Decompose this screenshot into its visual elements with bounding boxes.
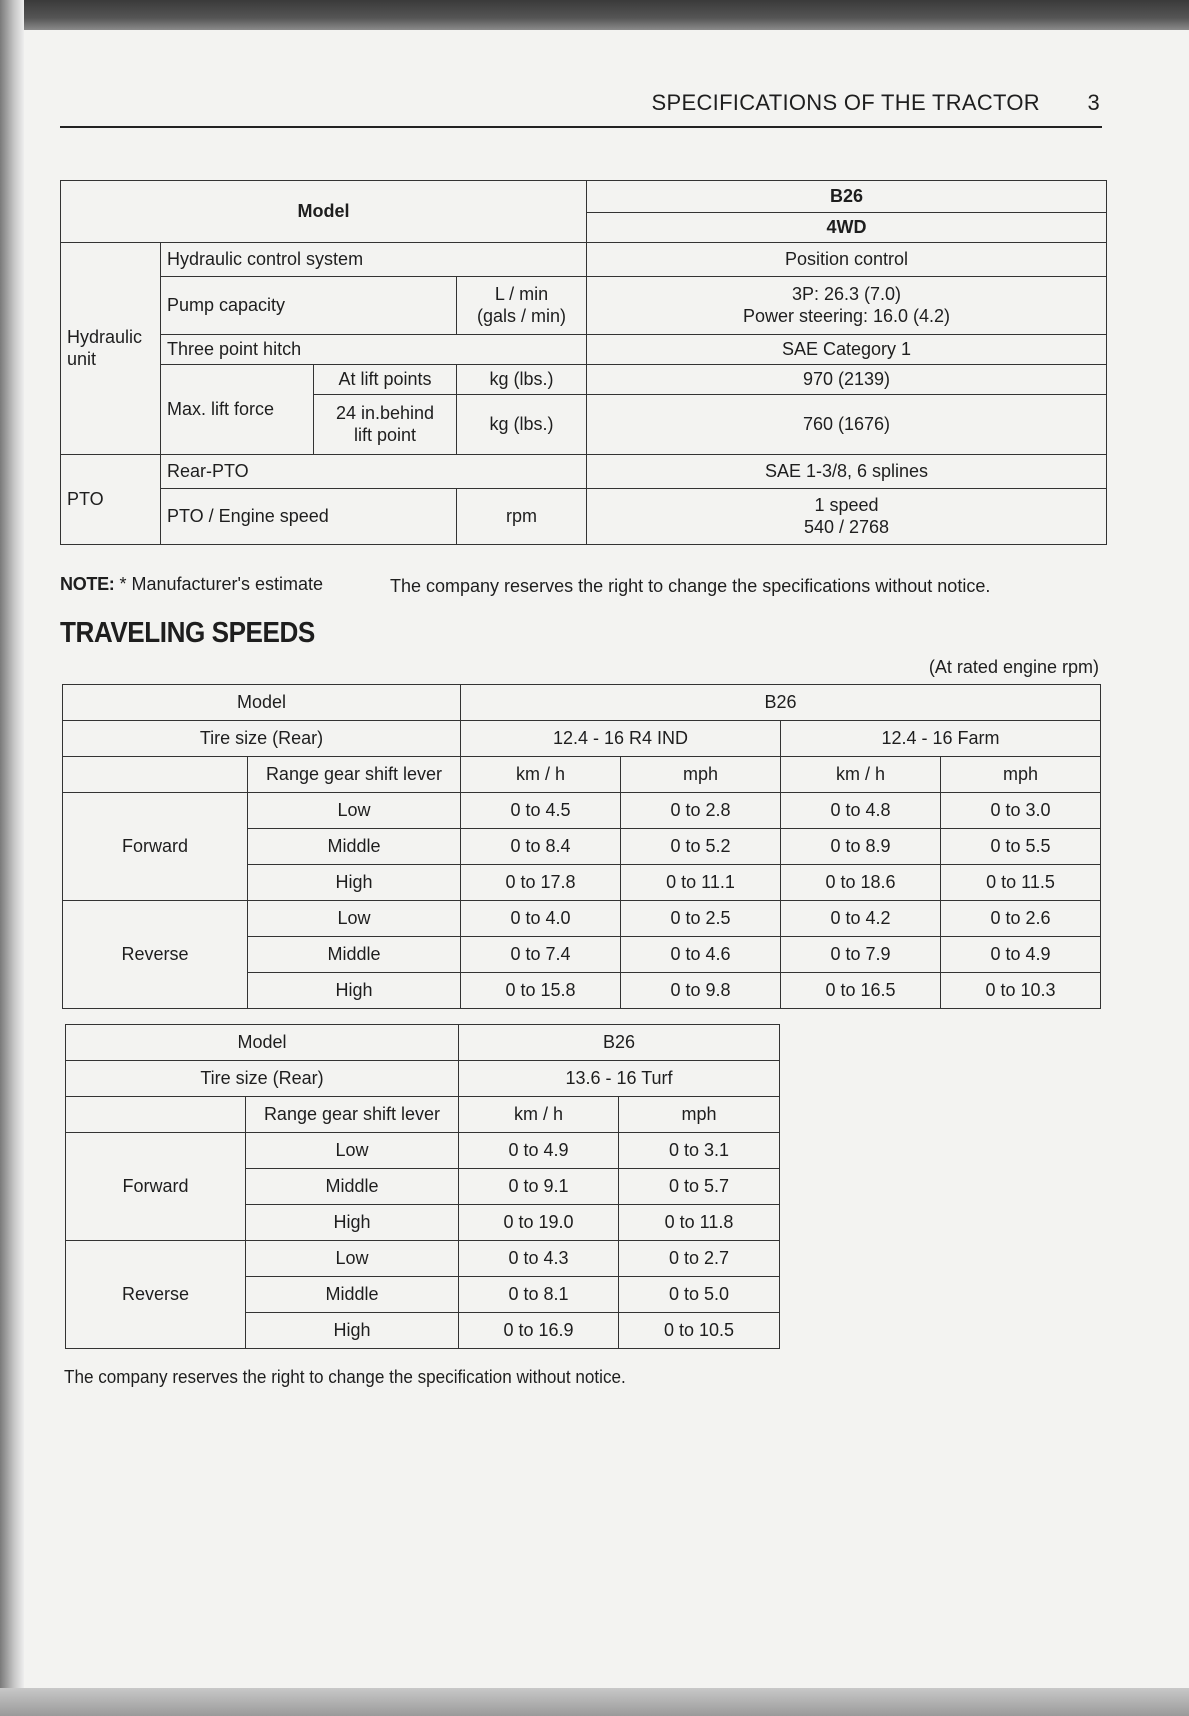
- at-lift-points-unit: kg (lbs.): [457, 365, 587, 395]
- gear-cell: High: [248, 973, 461, 1009]
- model-header-cell: Model: [61, 181, 587, 243]
- unit-header: mph: [619, 1097, 780, 1133]
- gear-cell: Low: [246, 1133, 459, 1169]
- model-value-cell: B26: [587, 181, 1107, 213]
- at-lift-points-label: At lift points: [314, 365, 457, 395]
- reverse-label: Reverse: [66, 1241, 246, 1349]
- note-label: NOTE:: [60, 574, 115, 594]
- value-line: 540 / 2768: [803, 516, 890, 537]
- tire-size-label: Tire size (Rear): [66, 1061, 459, 1097]
- table-row: [63, 901, 1101, 937]
- scan-bottom-edge: [0, 1688, 1189, 1716]
- note-text: * Manufacturer's estimate: [114, 574, 324, 594]
- speed-cell: 0 to 19.0: [459, 1205, 619, 1241]
- scan-binding-shadow: [0, 0, 24, 1716]
- at-lift-points-value: 970 (2139): [587, 365, 1107, 395]
- speed-cell: 0 to 2.8: [621, 793, 781, 829]
- specification-table: [60, 180, 1107, 545]
- unit-header: km / h: [461, 757, 621, 793]
- pump-capacity-value: [587, 277, 1107, 335]
- value-line: 3P: 26.3 (7.0): [791, 283, 902, 304]
- pump-capacity-unit: [457, 277, 587, 335]
- table-row: [63, 793, 1101, 829]
- page-title: SPECIFICATIONS OF THE TRACTOR: [651, 90, 1040, 115]
- speed-cell: 0 to 4.3: [459, 1241, 619, 1277]
- speed-cell: 0 to 11.5: [941, 865, 1101, 901]
- speed-cell: 0 to 5.2: [621, 829, 781, 865]
- range-gear-label: Range gear shift lever: [248, 757, 461, 793]
- table-row: [63, 685, 1101, 721]
- unit-header: km / h: [781, 757, 941, 793]
- speed-cell: 0 to 11.1: [621, 865, 781, 901]
- speed-cell: 0 to 7.4: [461, 937, 621, 973]
- gear-cell: Middle: [248, 829, 461, 865]
- reverse-label: Reverse: [63, 901, 248, 1009]
- tire-size-value: 12.4 - 16 Farm: [781, 721, 1101, 757]
- table-row: [63, 721, 1101, 757]
- table-row: [66, 1097, 780, 1133]
- speed-cell: 0 to 17.8: [461, 865, 621, 901]
- speed-cell: 0 to 7.9: [781, 937, 941, 973]
- drive-value-cell: 4WD: [587, 213, 1107, 243]
- gear-cell: High: [246, 1205, 459, 1241]
- empty-cell: [63, 757, 248, 793]
- unit-line: (gals / min): [476, 305, 566, 326]
- table-row: [61, 277, 1107, 335]
- table-row: [61, 243, 1107, 277]
- table-row: [66, 1061, 780, 1097]
- speed-cell: 0 to 4.9: [941, 937, 1101, 973]
- table-row: [61, 455, 1107, 489]
- speed-cell: 0 to 4.2: [781, 901, 941, 937]
- speed-cell: 0 to 4.8: [781, 793, 941, 829]
- pump-capacity-label: Pump capacity: [161, 277, 457, 335]
- header-rule: [60, 126, 1102, 128]
- tire-size-value: 13.6 - 16 Turf: [459, 1061, 780, 1097]
- tire-size-label: Tire size (Rear): [63, 721, 461, 757]
- table-row: [61, 181, 1107, 213]
- rated-rpm-note: (At rated engine rpm): [928, 657, 1099, 677]
- value-line: 1 speed: [814, 494, 879, 515]
- table-row: [61, 365, 1107, 395]
- pto-cell: PTO: [61, 455, 161, 545]
- hydraulic-control-label: Hydraulic control system: [161, 243, 587, 277]
- table-row: [63, 757, 1101, 793]
- gear-cell: Middle: [248, 937, 461, 973]
- speed-cell: 0 to 4.9: [459, 1133, 619, 1169]
- max-lift-force-label: Max. lift force: [161, 365, 314, 455]
- gear-cell: Low: [248, 793, 461, 829]
- speed-cell: 0 to 4.6: [621, 937, 781, 973]
- speed-cell: 0 to 9.8: [621, 973, 781, 1009]
- unit-header: mph: [621, 757, 781, 793]
- unit-header: km / h: [459, 1097, 619, 1133]
- label-line: 24 in.behind: [335, 402, 435, 423]
- model-header-cell: Model: [66, 1025, 459, 1061]
- traveling-speed-table-1: [62, 684, 1101, 1009]
- speed-cell: 0 to 4.5: [461, 793, 621, 829]
- speed-cell: 0 to 8.4: [461, 829, 621, 865]
- speed-cell: 0 to 3.1: [619, 1133, 780, 1169]
- table-row: [66, 1025, 780, 1061]
- empty-cell: [66, 1097, 246, 1133]
- speed-cell: 0 to 5.0: [619, 1277, 780, 1313]
- model-value-cell: B26: [461, 685, 1101, 721]
- speed-cell: 0 to 16.5: [781, 973, 941, 1009]
- tire-size-value: 12.4 - 16 R4 IND: [461, 721, 781, 757]
- model-header-cell: Model: [63, 685, 461, 721]
- speed-cell: 0 to 2.7: [619, 1241, 780, 1277]
- pto-engine-speed-label: PTO / Engine speed: [161, 489, 457, 545]
- table-row: [66, 1133, 780, 1169]
- speed-cell: 0 to 16.9: [459, 1313, 619, 1349]
- speed-cell: 0 to 4.0: [461, 901, 621, 937]
- speed-cell: 0 to 9.1: [459, 1169, 619, 1205]
- speed-cell: 0 to 18.6: [781, 865, 941, 901]
- speed-cell: 0 to 2.6: [941, 901, 1101, 937]
- page-number: 3: [1087, 90, 1100, 115]
- behind-lift-point-unit: kg (lbs.): [457, 395, 587, 455]
- pto-engine-speed-value: [587, 489, 1107, 545]
- gear-cell: Low: [248, 901, 461, 937]
- hydraulic-control-value: Position control: [587, 243, 1107, 277]
- speed-cell: 0 to 11.8: [619, 1205, 780, 1241]
- forward-label: Forward: [66, 1133, 246, 1241]
- rear-pto-value: SAE 1-3/8, 6 splines: [587, 455, 1107, 489]
- pto-engine-speed-unit: rpm: [457, 489, 587, 545]
- speed-cell: 0 to 8.1: [459, 1277, 619, 1313]
- gear-cell: High: [246, 1313, 459, 1349]
- speed-cell: 0 to 15.8: [461, 973, 621, 1009]
- table-row: [66, 1241, 780, 1277]
- gear-cell: High: [248, 865, 461, 901]
- range-gear-label: Range gear shift lever: [246, 1097, 459, 1133]
- note-estimate: [60, 574, 323, 595]
- speed-cell: 0 to 2.5: [621, 901, 781, 937]
- table-row: [61, 335, 1107, 365]
- forward-label: Forward: [63, 793, 248, 901]
- model-value-cell: B26: [459, 1025, 780, 1061]
- value-line: Power steering: 16.0 (4.2): [742, 305, 951, 326]
- label-line: lift point: [353, 424, 417, 445]
- speed-cell: 0 to 5.7: [619, 1169, 780, 1205]
- behind-lift-point-value: 760 (1676): [587, 395, 1107, 455]
- scan-top-edge: [0, 0, 1189, 30]
- three-point-hitch-label: Three point hitch: [161, 335, 587, 365]
- gear-cell: Middle: [246, 1277, 459, 1313]
- page-header: [600, 90, 1100, 122]
- gear-cell: Low: [246, 1241, 459, 1277]
- speed-cell: 0 to 10.3: [941, 973, 1101, 1009]
- gear-cell: Middle: [246, 1169, 459, 1205]
- section-heading: TRAVELING SPEEDS: [60, 617, 315, 649]
- note-disclaimer: The company reserves the right to change the specifications without notice.: [390, 576, 991, 596]
- speed-cell: 0 to 5.5: [941, 829, 1101, 865]
- speed-cell: 0 to 8.9: [781, 829, 941, 865]
- unit-header: mph: [941, 757, 1101, 793]
- hydraulic-unit-cell: Hydraulic unit: [61, 243, 161, 455]
- table-row: [61, 489, 1107, 545]
- speed-cell: 0 to 3.0: [941, 793, 1101, 829]
- unit-line: L / min: [494, 283, 549, 304]
- footer-note: The company reserves the right to change the specification without notice.: [64, 1367, 626, 1387]
- behind-lift-point-label: [314, 395, 457, 455]
- traveling-speed-table-2: [65, 1024, 780, 1349]
- rear-pto-label: Rear-PTO: [161, 455, 587, 489]
- speed-cell: 0 to 10.5: [619, 1313, 780, 1349]
- three-point-hitch-value: SAE Category 1: [587, 335, 1107, 365]
